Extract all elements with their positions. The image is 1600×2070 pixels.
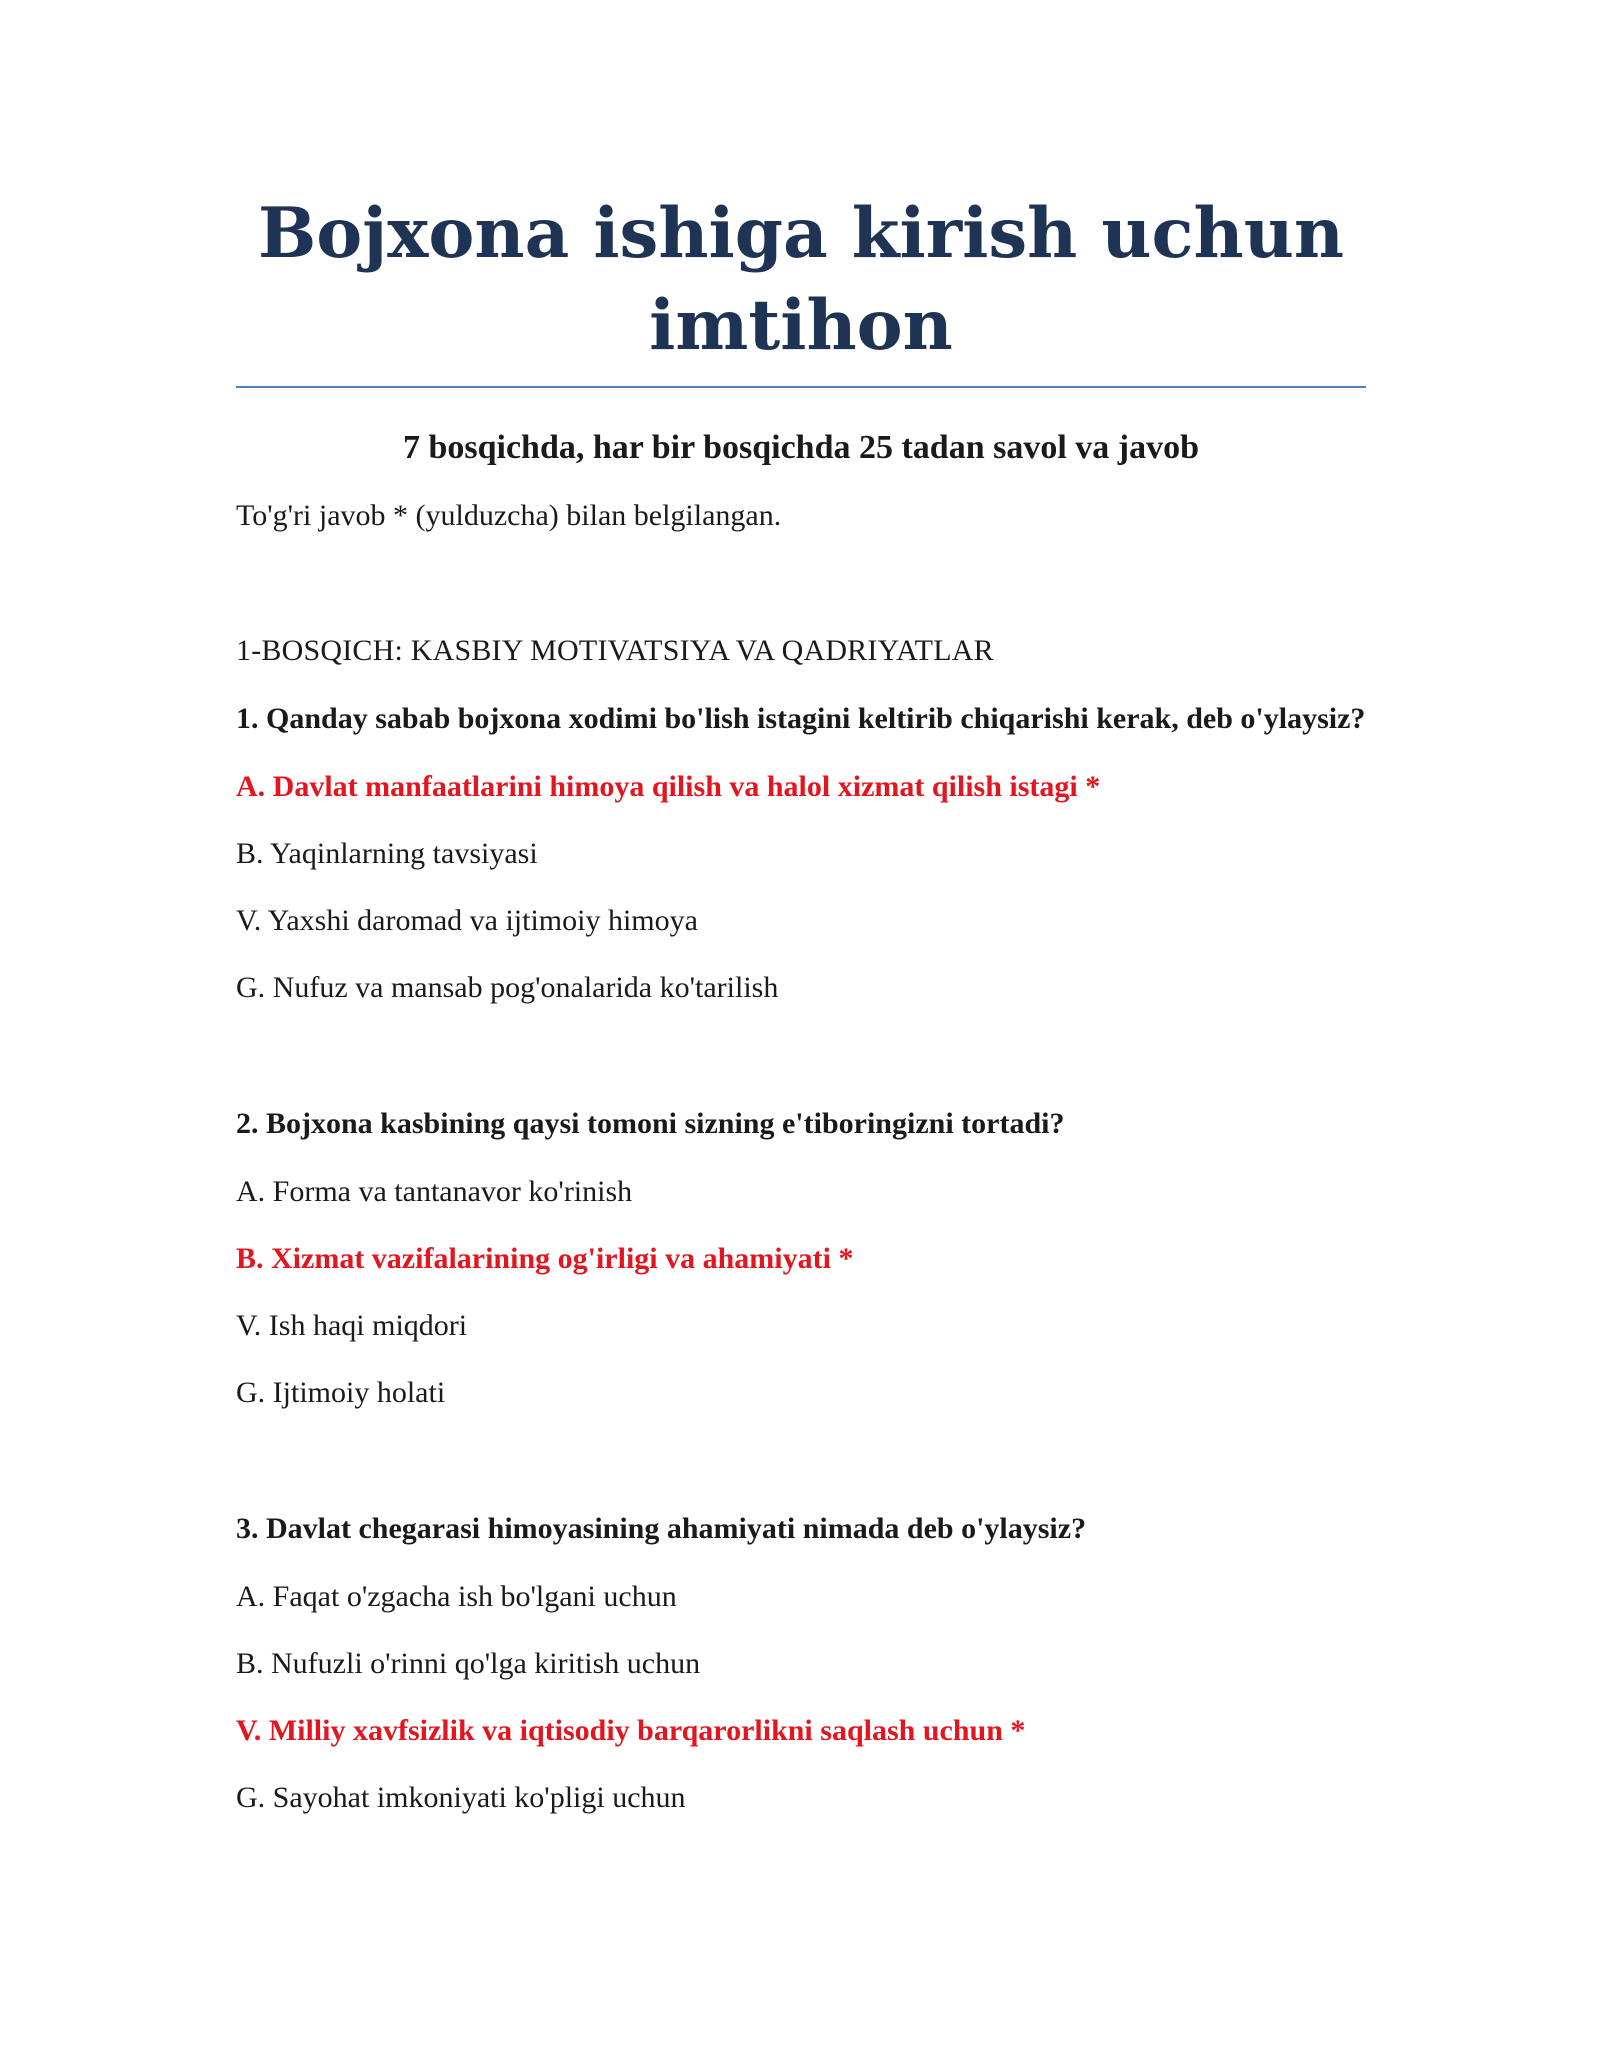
title-divider <box>236 386 1366 388</box>
answer-option: G. Ijtimoiy holati <box>236 1376 446 1409</box>
answer-key-note: To'g'ri javob * (yulduzcha) bilan belgilangan. <box>236 499 782 532</box>
document-title: Bojxona ishiga kirish uchun imtihon <box>257 193 1345 366</box>
answer-option: V. Yaxshi daromad va ijtimoiy himoya <box>236 904 698 937</box>
answer-option: G. Nufuz va mansab pog'onalarida ko'tarilish <box>236 971 779 1004</box>
answer-option: V. Ish haqi miqdori <box>236 1309 468 1342</box>
answer-option: A. Faqat o'zgacha ish bo'lgani uchun <box>236 1580 677 1613</box>
question-block <box>236 698 1366 1008</box>
correct-answer-option: B. Xizmat vazifalarining og'irligi va ahamiyati * <box>236 1242 854 1275</box>
answer-option: B. Nufuzli o'rinni qo'lga kiritish uchun <box>236 1647 701 1680</box>
answer-option: B. Yaqinlarning tavsiyasi <box>236 837 538 870</box>
answer-option: G. Sayohat imkoniyati ko'pligi uchun <box>236 1781 686 1814</box>
correct-answer-option: V. Milliy xavfsizlik va iqtisodiy barqarorlikni saqlash uchun * <box>236 1714 1026 1747</box>
question-text: 3. Davlat chegarasi himoyasining ahamiyati nimada deb o'ylaysiz? <box>236 1512 1087 1545</box>
question-block <box>236 1103 1366 1413</box>
document-subtitle: 7 bosqichda, har bir bosqichda 25 tadan savol va javob <box>402 429 1200 466</box>
document-page <box>236 0 1366 1818</box>
question-text: 2. Bojxona kasbining qaysi tomoni sizning e'tiboringizni tortadi? <box>236 1107 1065 1140</box>
answer-option: A. Forma va tantanavor ko'rinish <box>236 1175 633 1208</box>
stage-heading: 1-BOSQICH: KASBIY MOTIVATSIYA VA QADRIYATLAR <box>236 634 994 667</box>
question-text: 1. Qanday sabab bojxona xodimi bo'lish istagini keltirib chiqarishi kerak, deb o'ylaysiz? <box>236 702 1366 735</box>
correct-answer-option: A. Davlat manfaatlarini himoya qilish va halol xizmat qilish istagi * <box>236 770 1101 803</box>
question-block <box>236 1508 1366 1818</box>
